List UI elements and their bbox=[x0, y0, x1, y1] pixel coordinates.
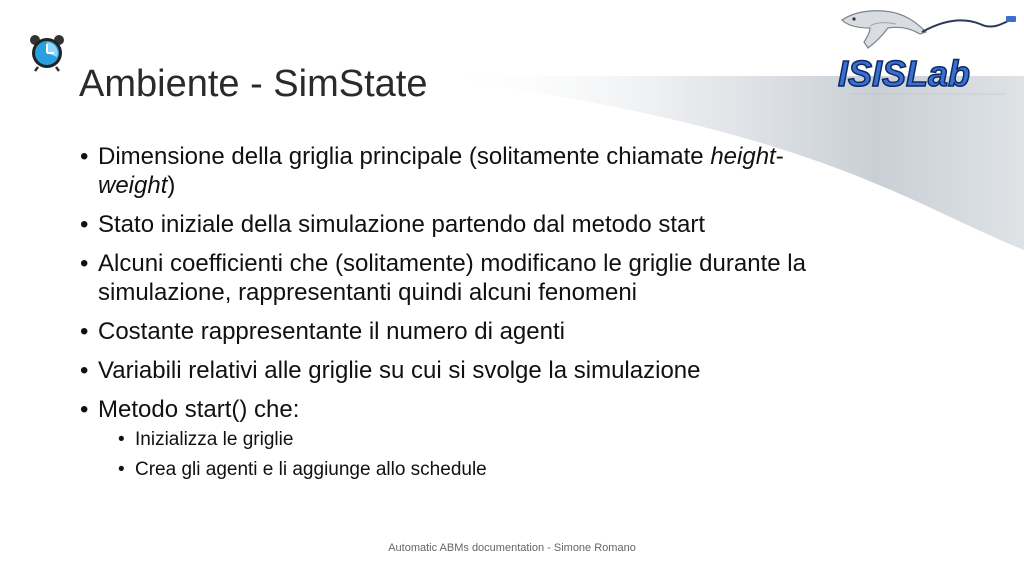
bullet-item: • Costante rappresentante il numero di agenti bbox=[80, 317, 940, 346]
cable-line bbox=[922, 20, 1010, 32]
dolphin-icon bbox=[842, 11, 926, 48]
bullet-item: • Dimensione della griglia principale (solitamente chiamate height- weight) bbox=[80, 142, 940, 200]
sub-bullet-list bbox=[118, 428, 940, 482]
bullet-item: • Variabili relativi alle griglie su cui si svolge la simulazione bbox=[80, 356, 940, 385]
slide-title: Ambiente - SimState bbox=[79, 63, 428, 105]
sub-bullet-item: • Crea gli agenti e li aggiunge allo schedule bbox=[118, 458, 940, 482]
bullet-list bbox=[80, 142, 940, 492]
bullet-item: • Stato iniziale della simulazione partendo dal metodo start bbox=[80, 210, 940, 239]
logo-text: ISISLab bbox=[838, 53, 971, 94]
bullet-item: • Metodo start() che: • Inizializza le griglie • Crea gli agenti e li aggiunge allo schedule bbox=[80, 395, 940, 482]
isislab-logo bbox=[830, 2, 1020, 112]
slide-footer: Automatic ABMs documentation - Simone Romano bbox=[388, 542, 636, 554]
sub-bullet-item: • Inizializza le griglie bbox=[118, 428, 940, 452]
alarm-clock-icon bbox=[26, 31, 68, 73]
bullet-item: • Alcuni coefficienti che (solitamente) modificano le griglie durante la simulazione, rappresentanti quindi alcuni fenomeni bbox=[80, 249, 940, 307]
